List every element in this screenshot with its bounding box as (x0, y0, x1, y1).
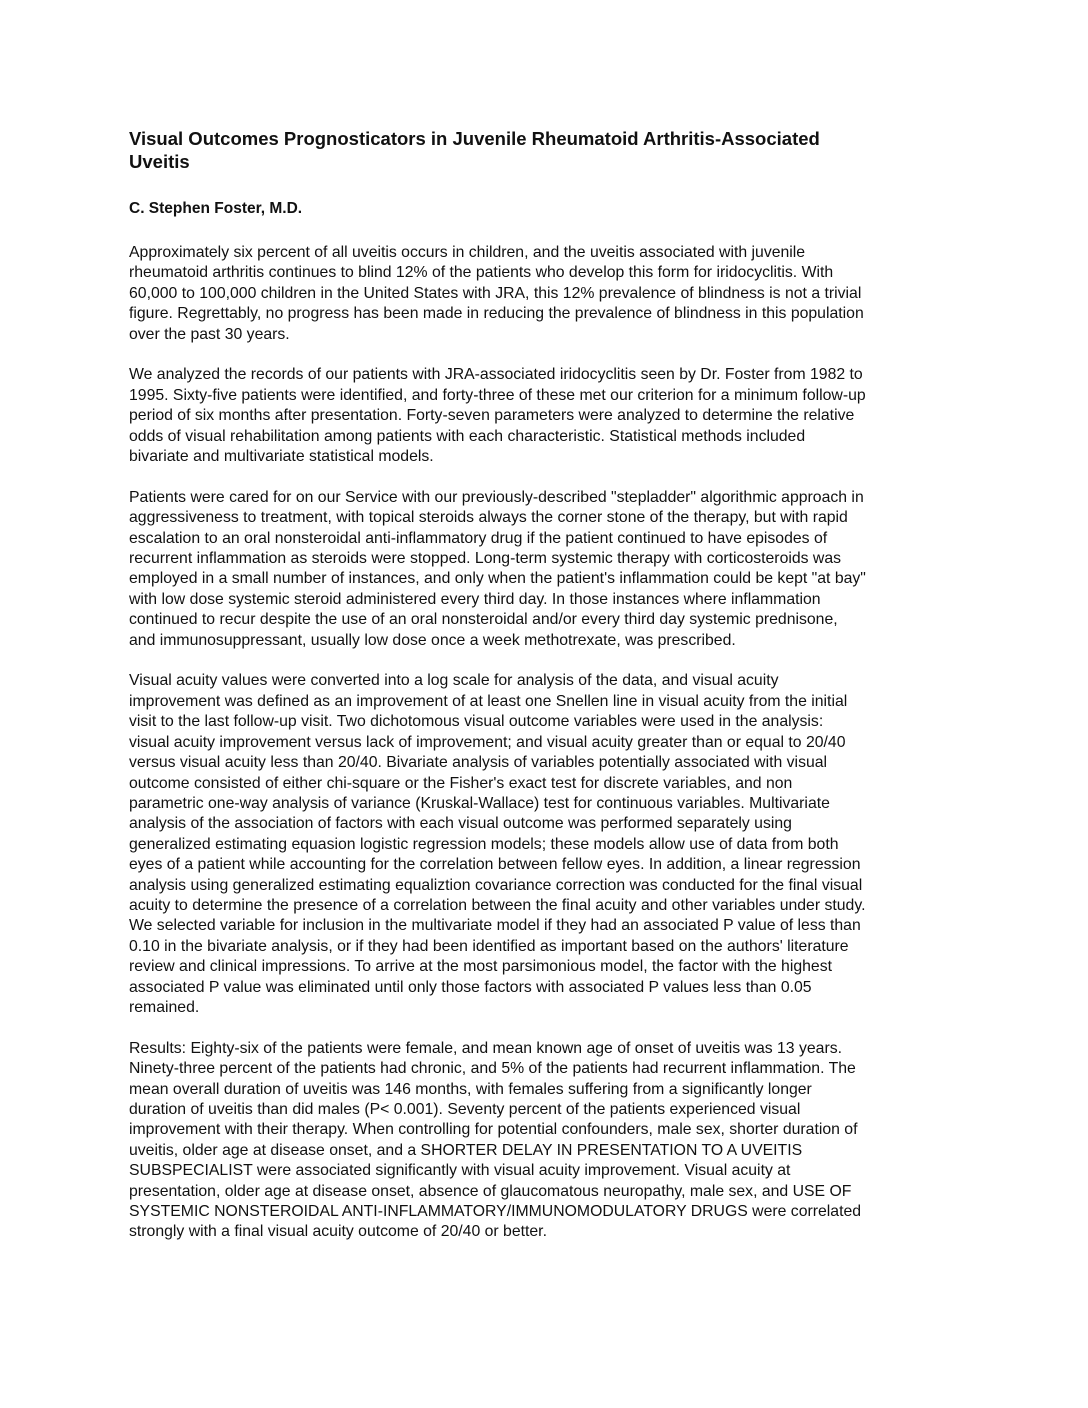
text-line: Ninety-three percent of the patients had chronic, and 5% of the patients had recurrent inflammation. The (129, 1060, 856, 1078)
title-line: Uveitis (129, 151, 190, 172)
text-line: generalized estimating equasion logistic regression models; these models allow use of data from both (129, 835, 839, 853)
text-line: We analyzed the records of our patients with JRA-associated iridocyclitis seen by Dr. Foster from 1982 to (129, 366, 863, 384)
text-line: visual acuity improvement versus lack of improvement; and visual acuity greater than or equal to 20/40 (129, 733, 846, 751)
text-line: eyes of a patient while accounting for the correlation between fellow eyes. In addition, a linear regression (129, 856, 861, 874)
text-line: Visual acuity values were converted into a log scale for analysis of the data, and visual acuity (129, 672, 779, 690)
text-line: over the past 30 years. (129, 325, 290, 343)
text-line: continued to recur despite the use of an oral nonsteroidal and/or every third day systemic prednisone, (129, 611, 838, 629)
document-title (129, 127, 919, 173)
title-line: Visual Outcomes Prognosticators in Juvenile Rheumatoid Arthritis-Associated (129, 128, 820, 149)
paragraph-introduction (129, 243, 967, 345)
text-line: 1995. Sixty-five patients were identified, and forty-three of these met our criterion for a minimum follow-up (129, 386, 866, 404)
text-line: 0.10 in the bivariate analysis, or if they had been identified as important based on the authors' literature (129, 937, 849, 955)
text-line: with low dose systemic steroid administered every third day. In those instances where inflammation (129, 590, 821, 608)
text-line: 60,000 to 100,000 children in the United States with JRA, this 12% prevalence of blindness is not a trivial (129, 284, 862, 302)
text-line: rheumatoid arthritis continues to blind 12% of the patients who develop this form for iridocyclitis. With (129, 264, 834, 282)
text-line: and immunosuppressant, usually low dose once a week methotrexate, was prescribed. (129, 631, 736, 649)
text-line: visit to the last follow-up visit. Two dichotomous visual outcome variables were used in the analysis: (129, 713, 824, 731)
text-line: improvement with their therapy. When controlling for potential confounders, male sex, shorter duration of (129, 1121, 858, 1139)
text-line: strongly with a final visual acuity outcome of 20/40 or better. (129, 1223, 547, 1241)
text-line: analysis of the association of factors with each visual outcome was performed separately using (129, 815, 792, 833)
text-line: Patients were cared for on our Service with our previously-described "stepladder" algorithmic approach in (129, 488, 864, 506)
text-line: review and clinical impressions. To arrive at the most parsimonious model, the factor with the highest (129, 958, 832, 976)
paragraph-treatment (129, 488, 967, 651)
text-line: mean overall duration of uveitis was 146 months, with females suffering from a significantly longer (129, 1080, 812, 1098)
text-line: escalation to an oral nonsteroidal anti-inflammatory drug if the patient continued to have episodes of (129, 529, 828, 547)
text-line: analysis using generalized estimating equaliztion covariance correction was conducted for the final visual (129, 876, 863, 894)
paragraph-results (129, 1039, 967, 1243)
text-line: acuity to determine the presence of a correlation between the final acuity and other variables under study. (129, 896, 866, 914)
text-line: We selected variable for inclusion in the multivariate model if they had an associated P value of less than (129, 917, 861, 935)
text-line: bivariate and multivariate statistical models. (129, 448, 434, 466)
text-line: associated P value was eliminated until only those factors with associated P values less than 0.05 (129, 978, 812, 996)
text-line: duration of uveitis than did males (P< 0.001). Seventy percent of the patients experienced visual (129, 1101, 801, 1118)
text-line: outcome consisted of either chi-square or the Fisher's exact test for discrete variables, and non (129, 774, 793, 792)
paragraph-statistics (129, 671, 967, 1018)
text-line: aggressiveness to treatment, with topical steroids always the corner stone of the therapy, but with rapid (129, 509, 848, 527)
text-line: remained. (129, 998, 200, 1016)
text-line: presentation, older age at disease onset, absence of glaucomatous neuropathy, male sex, and USE OF (129, 1182, 852, 1200)
text-line: SUBSPECIALIST were associated significantly with visual acuity improvement. Visual acuity at (129, 1162, 791, 1180)
text-line: odds of visual rehabilitation among patients with each characteristic. Statistical methods included (129, 427, 806, 445)
text-line: improvement was defined as an improvement of at least one Snellen line in visual acuity from the initial (129, 692, 848, 710)
text-line: Approximately six percent of all uveitis occurs in children, and the uveitis associated with juvenile (129, 244, 806, 261)
text-line: figure. Regrettably, no progress has been made in reducing the prevalence of blindness in this population (129, 305, 864, 323)
paragraph-methods-records (129, 365, 967, 467)
text-line: period of six months after presentation. Forty-seven parameters were analyzed to determine the relative (129, 407, 855, 425)
text-line: parametric one-way analysis of variance (Kruskal-Wallace) test for continuous variables. Multivariate (129, 794, 830, 812)
text-line: recurrent inflammation as steroids were stopped. Long-term systemic therapy with corticosteroids was (129, 550, 842, 568)
text-line: employed in a small number of instances, and only when the patient's inflammation could be kept "at bay" (129, 570, 866, 588)
text-line: Results: Eighty-six of the patients were female, and mean known age of onset of uveitis was 13 years. (129, 1039, 842, 1057)
author-name: C. Stephen Foster, M.D. (129, 200, 303, 217)
document-page (129, 127, 967, 1243)
text-line: SYSTEMIC NONSTEROIDAL ANTI-INFLAMMATORY/IMMUNOMODULATORY DRUGS were correlated (129, 1203, 862, 1221)
text-line: uveitis, older age at disease onset, and a SHORTER DELAY IN PRESENTATION TO A UVEITIS (129, 1141, 803, 1159)
text-line: versus visual acuity less than 20/40. Bivariate analysis of variables potentially associated with visual (129, 754, 828, 772)
